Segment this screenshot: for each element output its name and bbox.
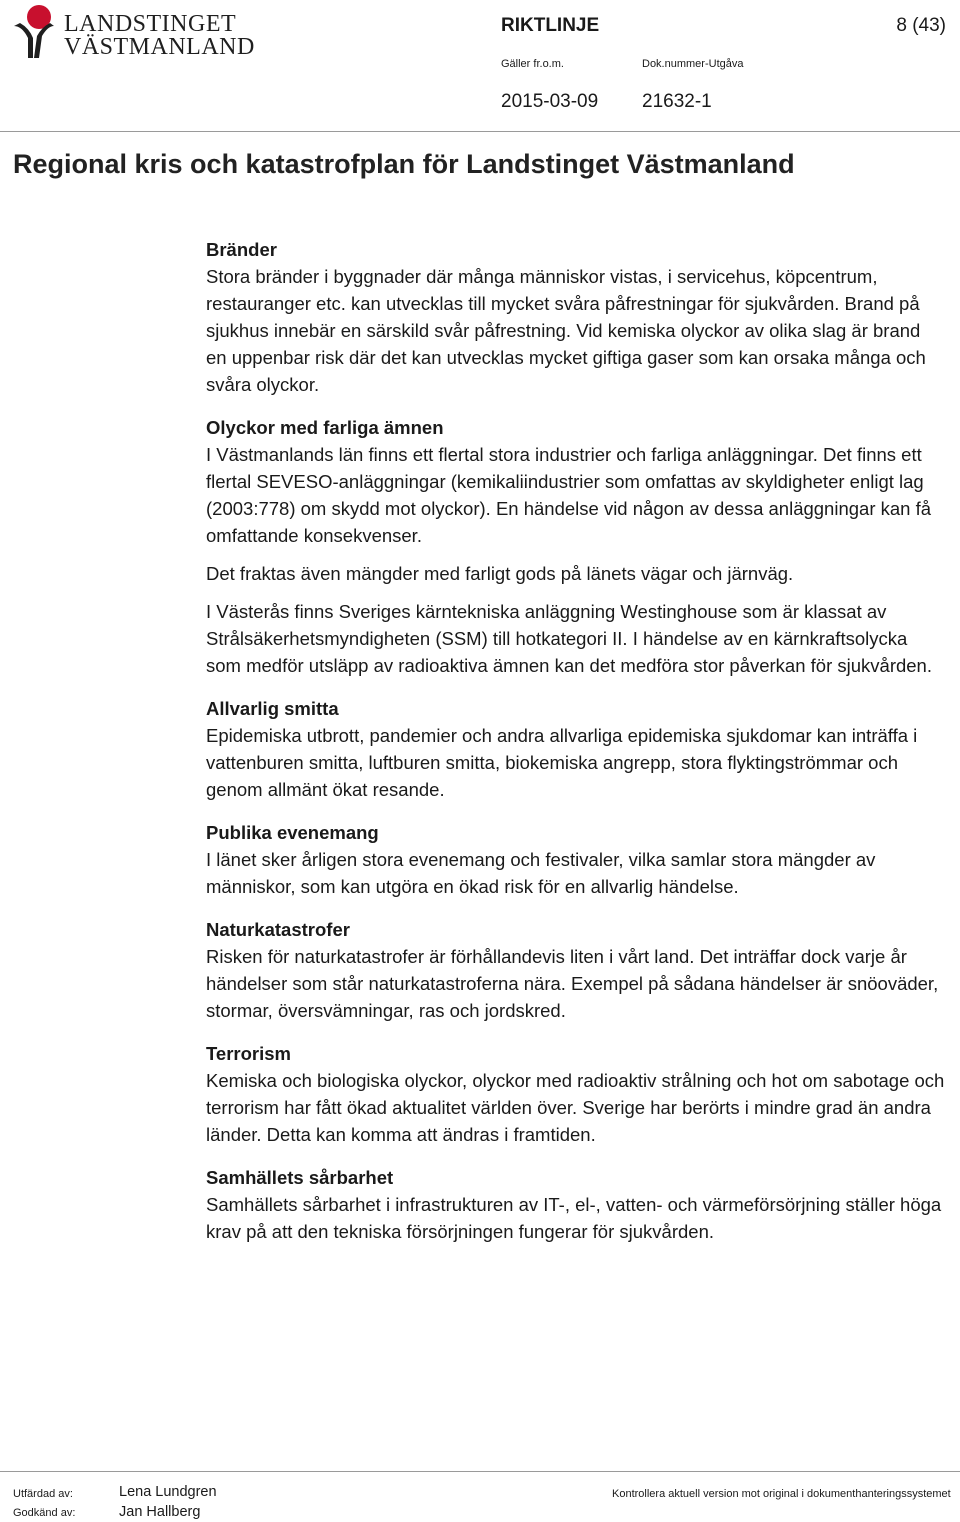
approved-by-label: Godkänd av: — [13, 1507, 76, 1519]
section-heading: Naturkatastrofer — [206, 919, 350, 940]
section-paragraph: I länet sker årligen stora evenemang och festivaler, vilka samlar stora mängder av människor, som kan utgöra en ökad risk för en allvarlig händelse. — [206, 849, 876, 897]
document-number: 21632-1 — [642, 91, 712, 112]
section-heading: Publika evenemang — [206, 822, 379, 843]
valid-from-label: Gäller fr.o.m. — [501, 58, 564, 70]
page-number: 8 (43) — [896, 15, 946, 36]
header-divider — [0, 131, 960, 132]
issued-by-name: Lena Lundgren — [119, 1484, 217, 1500]
section — [206, 695, 946, 803]
section-paragraph: I Västmanlands län finns ett flertal stora industrier och farliga anläggningar. Det finns ett flertal SEVESO-anläggningar (kemikaliindustrier som omfattas av skyldigheter enligt lag (2003:778) om skydd mot olyckor). En händelse vid någon av dessa anläggningar kan få omfattande konsekvenser. — [206, 444, 932, 546]
approved-by-name: Jan Hallberg — [119, 1504, 201, 1520]
section — [206, 916, 946, 1024]
section-paragraph: Samhällets sårbarhet i infrastrukturen av IT-, el-, vatten- och värmeförsörjning ställer höga krav på att den tekniska försörjningen fungerar för sjukvården. — [206, 1194, 942, 1242]
section — [206, 819, 946, 900]
version-check-note: Kontrollera aktuell version mot original i dokumenthanteringssystemet — [612, 1488, 951, 1500]
section-paragraph: Epidemiska utbrott, pandemier och andra allvarliga epidemiska sjukdomar kan inträffa i vattenburen smitta, luftburen smitta, biokemiska angrepp, stora flyktingströmmar och genom allmänt ökat resande. — [206, 725, 918, 800]
section-heading: Samhällets sårbarhet — [206, 1167, 394, 1188]
section-heading: Olyckor med farliga ämnen — [206, 417, 444, 438]
section-heading: Bränder — [206, 239, 277, 260]
section-heading: Terrorism — [206, 1043, 291, 1064]
section-paragraph: Risken för naturkatastrofer är förhållandevis liten i vårt land. Det inträffar dock varje år händelser som står naturkatastroferna nära. Exempel på sådana händelser är snöoväder, stormar, översvämningar, ras och jordskred. — [206, 946, 939, 1021]
logo-line1: LANDSTINGET — [64, 11, 237, 37]
section — [206, 414, 946, 679]
section — [206, 1164, 946, 1245]
section — [206, 236, 946, 398]
section-paragraph: Stora bränder i byggnader där många människor vistas, i servicehus, köpcentrum, restauranger etc. kan utvecklas till mycket svåra påfrestningar för sjukvården. Brand på sjukhus innebär en särskild svår påfrestning. Vid kemiska olyckor av olika slag är brand en uppenbar risk där det kan utvecklas mycket giftiga gaser som kan orsaka många och svåra olyckor. — [206, 266, 926, 395]
issued-by-label: Utfärdad av: — [13, 1488, 73, 1500]
section — [206, 1040, 946, 1148]
docnum-label: Dok.nummer-Utgåva — [642, 58, 744, 70]
document-type: RIKTLINJE — [501, 15, 600, 36]
section-paragraph: I Västerås finns Sveriges kärntekniska anläggning Westinghouse som är klassat av Strålsäkerhetsmyndigheten (SSM) till hotkategori II. I händelse av en kärnkraftsolycka som medför utsläpp av radioaktiva ämnen kan det medföra stor påverkan för sjukvården. — [206, 601, 932, 676]
section-paragraph: Det fraktas även mängder med farligt gods på länets vägar och järnväg. — [206, 563, 794, 584]
valid-from-date: 2015-03-09 — [501, 91, 599, 112]
document-body — [206, 236, 946, 1261]
section-heading: Allvarlig smitta — [206, 698, 339, 719]
logo-figure-icon — [12, 4, 56, 60]
document-title: Regional kris och katastrofplan för Landstinget Västmanland — [13, 149, 795, 179]
section-paragraph: Kemiska och biologiska olyckor, olyckor med radioaktiv strålning och hot om sabotage och terrorism har fått ökad aktualitet världen över. Sverige har berörts i mindre grad än andra länder. Detta kan komma att ändras i framtiden. — [206, 1070, 945, 1145]
footer-divider — [0, 1471, 960, 1472]
logo-line2: VÄSTMANLAND — [64, 34, 255, 60]
landstinget-logo — [12, 4, 255, 60]
